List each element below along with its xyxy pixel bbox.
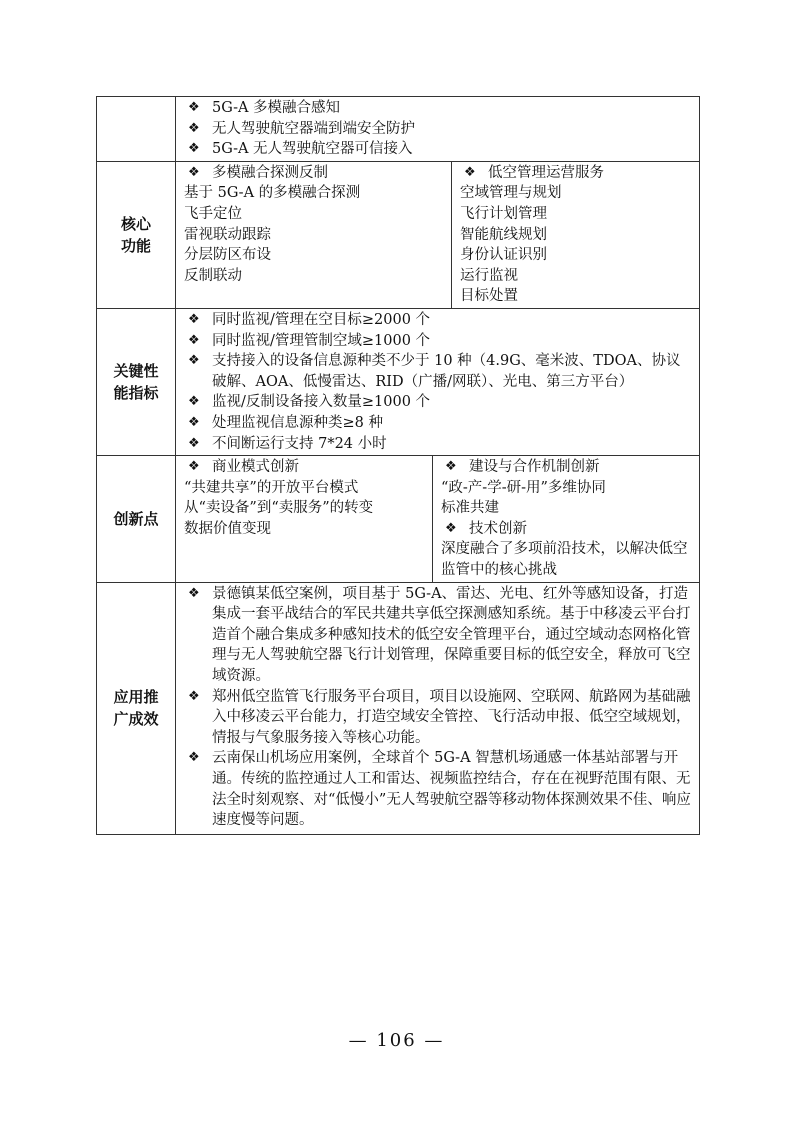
left-column: ❖ 多模融合探测反制 基于 5G-A 的多模融合探测 飞手定位 雷视联动跟踪 分层防区布设 反制联动 — [176, 162, 451, 308]
page-number: — 106 — — [348, 1030, 445, 1051]
row-label — [97, 97, 176, 162]
bullet-icon: ❖ — [188, 585, 200, 601]
list-item: ❖ 处理监视信息源种类≥8 种 — [182, 413, 693, 434]
row-content — [176, 582, 700, 834]
bullet-icon: ❖ — [445, 459, 457, 475]
bullet-icon: ❖ — [188, 164, 200, 180]
list-item: ❖ 郑州低空监管飞行服务平台项目，项目以设施网、空联网、航路网为基础融入中移凌云平台能力，打造空域安全管控、飞行活动申报、低空空域规划，情报与气象服务接入等核心功能。 — [188, 688, 691, 746]
list-item: ❖ 景德镇某低空案例，项目基于 5G-A、雷达、光电、红外等感知设备，打造集成一套平战结合的军民共建共享低空探测感知系统。基于中移凌云平台打造首个融合集成多种感知技术的低空安全管理平台，通过空域动态网格化管理与无人驾驶航空器飞行计划管理，保障重要目标的低空安全，释放可飞空域资源。 — [188, 585, 691, 685]
table-row — [97, 582, 700, 834]
list-item: ❖ 技术创新 — [439, 519, 693, 540]
bullet-icon: ❖ — [464, 164, 476, 180]
bullet-icon: ❖ — [188, 459, 200, 475]
row-content — [176, 161, 700, 308]
table-row — [97, 308, 700, 455]
list-item: ❖ 建设与合作机制创新 — [439, 457, 693, 478]
bullet-icon: ❖ — [188, 100, 200, 115]
bullet-icon: ❖ — [188, 332, 200, 348]
right-column: ❖ 建设与合作机制创新 “政-产-学-研-用”多维协同 标准共建 ❖ 技术创新 深度融合了多项前沿技术，以解决低空监管中的核心挑战 — [432, 456, 699, 582]
list-item: ❖ 无人驾驶航空器端到端安全防护 — [182, 119, 693, 140]
list-item: ❖ 不间断运行支持 7*24 小时 — [182, 434, 693, 455]
list-item: ❖ 商业模式创新 — [182, 457, 426, 478]
list-item: ❖ 多模融合探测反制 — [182, 163, 445, 184]
bullet-icon: ❖ — [188, 311, 200, 327]
table-row — [97, 97, 700, 162]
list-item: ❖ 5G-A 多模融合感知 — [182, 98, 693, 119]
list-item: ❖ 支持接入的设备信息源种类不少于 10 种（4.9G、毫米波、TDOA、协议破解、AOA、低慢雷达、RID（广播/网联）、光电、第三方平台） — [188, 353, 681, 390]
list-item: ❖ 低空管理运营服务 — [458, 163, 693, 184]
table-row — [97, 456, 700, 583]
right-column: ❖ 低空管理运营服务 空域管理与规划 飞行计划管理 智能航线规划 身份认证识别 运行监视 目标处置 — [451, 162, 699, 308]
row-label-innovation: 创新点 — [97, 456, 176, 583]
list-item: ❖ 同时监视/管理在空目标≥2000 个 — [182, 310, 693, 331]
row-label-application-results: 应用推 广成效 — [97, 582, 176, 834]
list-item: ❖ 同时监视/管理管制空域≥1000 个 — [182, 331, 693, 352]
left-column: ❖ 商业模式创新 “共建共享”的开放平台模式 从“卖设备”到“卖服务”的转变 数据价值变现 — [176, 456, 432, 582]
row-label-key-metrics: 关键性 能指标 — [97, 308, 176, 455]
bullet-icon: ❖ — [188, 141, 200, 157]
bullet-icon: ❖ — [188, 414, 200, 430]
bullet-icon: ❖ — [188, 435, 200, 451]
table-row — [97, 161, 700, 308]
bullet-icon: ❖ — [188, 750, 200, 766]
row-content — [176, 308, 700, 455]
bullet-icon: ❖ — [188, 353, 200, 369]
bullet-icon: ❖ — [188, 120, 200, 136]
list-item: ❖ 监视/反制设备接入数量≥1000 个 — [182, 392, 693, 413]
row-content — [176, 456, 700, 583]
spec-table — [96, 96, 700, 835]
list-item: ❖ 云南保山机场应用案例，全球首个 5G-A 智慧机场通感一体基站部署与开通。传统的监控通过人工和雷达、视频监控结合，存在在视野范围有限、无法全时刻观察、对“低慢小”无人驾驶航空器等移动物体探测效果不佳、响应速度慢等问题。 — [188, 750, 691, 829]
bullet-icon: ❖ — [188, 394, 200, 410]
list-item: ❖ 5G-A 无人驾驶航空器可信接入 — [182, 139, 693, 160]
bullet-icon: ❖ — [445, 520, 457, 536]
row-label-core-functions: 核心 功能 — [97, 161, 176, 308]
bullet-icon: ❖ — [188, 688, 200, 704]
row-content — [176, 97, 700, 162]
